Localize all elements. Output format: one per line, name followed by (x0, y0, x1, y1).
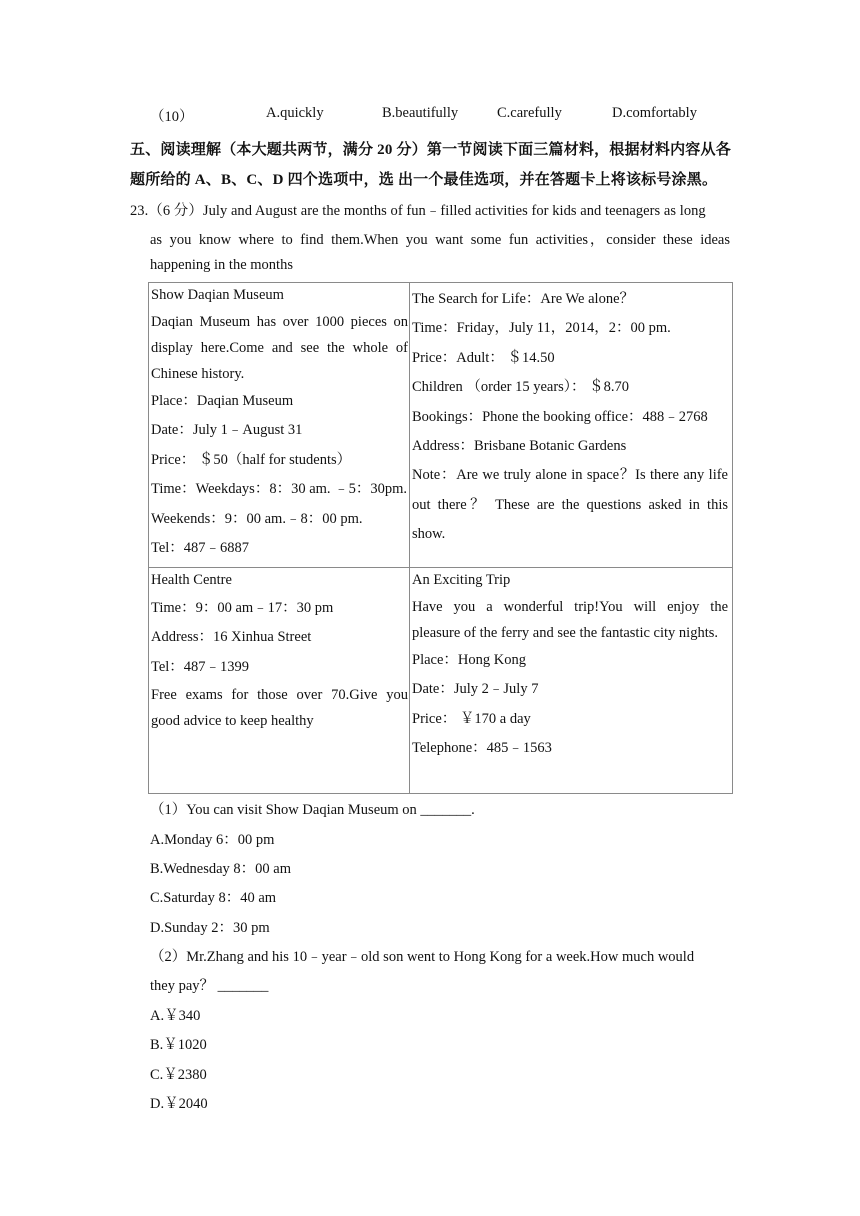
table-row (149, 568, 733, 794)
health-title: Health Centre (151, 572, 232, 588)
museum-tel: Tel：487﹣6887 (151, 539, 250, 556)
health-time: Time：9：00 am﹣17：30 pm (151, 600, 334, 616)
museum-time: Time：Weekdays：8：30 am. ﹣5：30pm. (151, 481, 408, 498)
q2-option-c[interactable]: C.￥2380 (150, 1067, 207, 1083)
search-cell (410, 283, 733, 568)
q1-option-a[interactable]: A.Monday 6：00 pm (150, 832, 275, 848)
trip-title: An Exciting Trip (412, 572, 511, 588)
trip-price: Price： ￥170 a day (412, 710, 531, 727)
search-time: Time：Friday，July 11，2014，2：00 pm. (412, 320, 671, 337)
museum-date: Date：July 1﹣August 31 (151, 422, 303, 439)
q10-option-d[interactable]: D.comfortably (612, 105, 697, 121)
q1-option-b[interactable]: B.Wednesday 8：00 am (150, 861, 291, 877)
q23-intro-line2: as you know where to find them.When you want some fun activities，consider these ideas (150, 232, 730, 248)
q2-option-d[interactable]: D.￥2040 (150, 1096, 208, 1112)
search-bookings: Bookings：Phone the booking office：488﹣2768 (412, 408, 708, 425)
search-address: Address：Brisbane Botanic Gardens (412, 437, 627, 454)
q10-option-c[interactable]: C.carefully (497, 105, 562, 121)
q1-option-d[interactable]: D.Sunday 2：30 pm (150, 920, 270, 936)
museum-weekends: Weekends：9：00 am.﹣8：00 pm. (151, 510, 363, 527)
q1-option-c[interactable]: C.Saturday 8：40 am (150, 890, 277, 906)
museum-place: Place：Daqian Museum (151, 393, 294, 409)
q10-option-a[interactable]: A.quickly (266, 105, 324, 121)
q2-stem-line1: （2）Mr.Zhang and his 10﹣year﹣old son went to Hong Kong for a week.How much would (150, 949, 695, 965)
trip-description: Have you a wonderful trip!You will enjoy the pleasure of the ferry and see the fantastic city nights. (412, 599, 728, 641)
q10-number: （10） (150, 109, 194, 125)
q2-stem-line2: they pay？ _______ (150, 978, 269, 994)
search-note: Note：Are we truly alone in space？Is there any life out there？ These are the questions asked in this show. (412, 467, 728, 543)
q23-intro-line1: 23.（6 分）July and August are the months of fun﹣filled activities for kids and teenagers as long (130, 203, 706, 219)
health-tel: Tel：487﹣1399 (151, 658, 250, 675)
q2-option-a[interactable]: A.￥340 (150, 1008, 201, 1024)
museum-cell (149, 283, 410, 568)
q2-option-b[interactable]: B.￥1020 (150, 1037, 207, 1053)
q10-option-b[interactable]: B.beautifully (382, 105, 459, 121)
table-row (149, 283, 733, 568)
trip-cell (410, 568, 733, 794)
museum-title: Show Daqian Museum (151, 287, 284, 303)
trip-place: Place：Hong Kong (412, 652, 526, 668)
search-price-children: Children （order 15 years）： ＄8.70 (412, 379, 630, 396)
health-description: Free exams for those over 70.Give you good advice to keep healthy (151, 687, 408, 730)
museum-price: Price： ＄50（half for students） (151, 451, 352, 468)
section-heading-line2: 题所给的 A、B、C、D 四个选项中，选 出一个最佳选项，并在答题卡上将该标号涂黑。 (130, 172, 718, 188)
search-price-adult: Price：Adult： ＄14.50 (412, 349, 555, 366)
trip-date: Date：July 2﹣July 7 (412, 681, 539, 698)
q1-stem: （1）You can visit Show Daqian Museum on _______. (150, 802, 475, 818)
q23-intro-line3: happening in the months (150, 257, 293, 273)
trip-telephone: Telephone：485﹣1563 (412, 740, 552, 757)
search-title: The Search for Life：Are We alone？ (412, 291, 635, 307)
activities-table (148, 282, 733, 794)
museum-description: Daqian Museum has over 1000 pieces on display here.Come and see the whole of Chinese history. (151, 314, 408, 382)
health-cell (149, 568, 410, 794)
health-address: Address：16 Xinhua Street (151, 629, 312, 646)
section-heading-line1: 五、阅读理解（本大题共两节，满分 20 分）第一节阅读下面三篇材料，根据材料内容从各 (130, 142, 731, 158)
